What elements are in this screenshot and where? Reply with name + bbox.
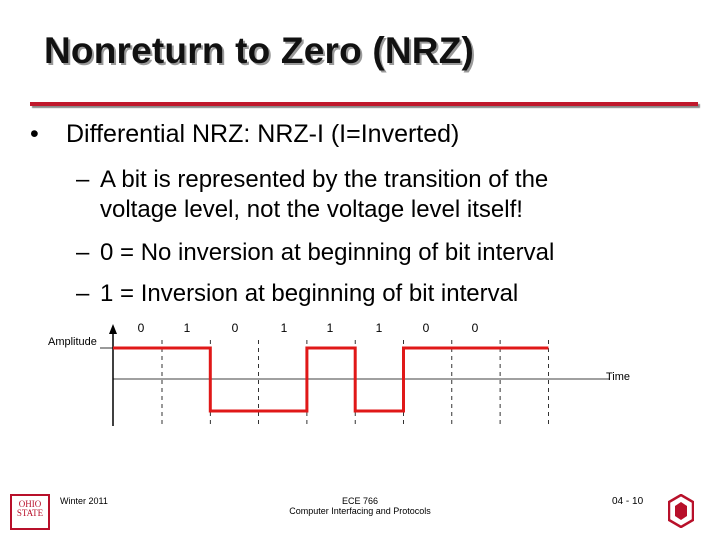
amplitude-axis-arrow	[109, 324, 117, 334]
footer-term: Winter 2011	[60, 496, 108, 506]
footer-course	[260, 496, 460, 516]
bit-label: 1	[280, 321, 288, 335]
bit-label: 0	[471, 321, 479, 335]
amplitude-label: Amplitude	[48, 336, 97, 348]
bit-label: 1	[326, 321, 334, 335]
sub-dash: –	[76, 239, 90, 266]
time-label: Time	[606, 371, 631, 383]
bit-label: 1	[183, 321, 191, 335]
department-logo-icon	[668, 494, 694, 528]
sub-bullet-2-text: 0 = No inversion at beginning of bit interval	[100, 239, 555, 266]
logo-text-line2: STATE	[16, 508, 44, 518]
slide-title: Nonreturn to Zero (NRZ)	[44, 30, 475, 71]
bit-label: 0	[137, 321, 145, 335]
ohio-state-logo	[10, 494, 50, 530]
bit-label: 0	[231, 321, 239, 335]
bullet-text: Differential NRZ: NRZ-I (I=Inverted)	[66, 120, 460, 148]
sub-bullet-1-line1: A bit is represented by the transition of the	[100, 166, 549, 193]
bit-label: 1	[375, 321, 383, 335]
footer-course-name: Computer Interfacing and Protocols	[289, 506, 431, 516]
sub-bullet-1-line2: voltage level, not the voltage level itself!	[100, 196, 523, 223]
bullet-glyph: •	[30, 120, 39, 148]
logo-text-line1: OHIO	[18, 499, 42, 509]
nrzi-signal	[113, 348, 548, 411]
sub-dash: –	[76, 166, 90, 193]
sub-bullet-3-text: 1 = Inversion at beginning of bit interval	[100, 280, 519, 307]
bit-label: 0	[422, 321, 430, 335]
footer-course-code: ECE 766	[341, 496, 379, 506]
sub-dash: –	[76, 280, 90, 307]
slide-number: 04 - 10	[612, 496, 644, 507]
